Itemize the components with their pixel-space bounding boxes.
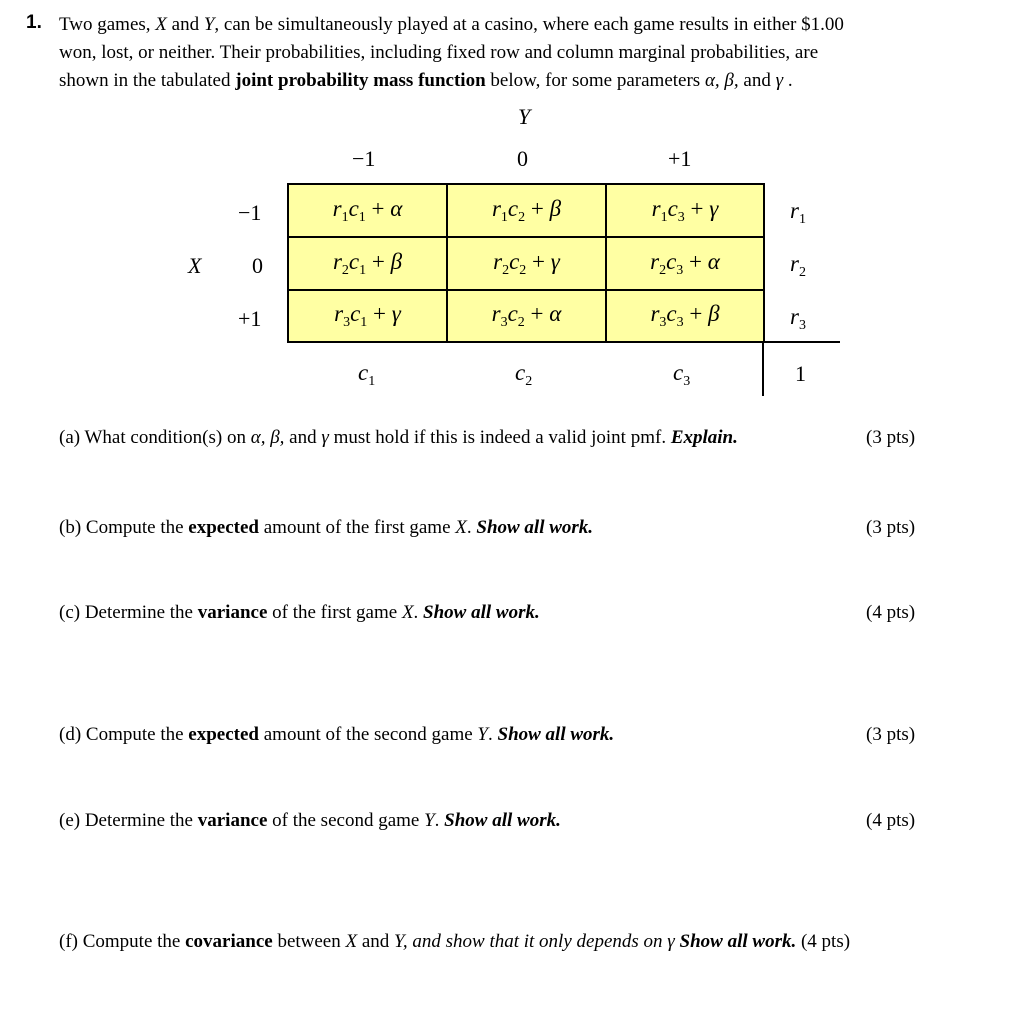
marginal-vertical-line: [762, 341, 764, 396]
part-f-points: (4 pts): [796, 931, 851, 952]
pmf-cell-r1c1: [287, 183, 448, 238]
part-d-points: (3 pts): [866, 724, 916, 745]
row-marginal-2: $r_2$: [790, 251, 806, 280]
pmf-cell-expression: $r_2c_2 + \gamma$: [493, 248, 560, 278]
pmf-cell-r2c3: [605, 236, 765, 291]
pmf-cell-r3c1: [287, 289, 448, 343]
x-axis-label: X: [188, 253, 202, 278]
part-d: (d) Compute the expected amount of the second game Y. Show all work.: [59, 724, 615, 745]
intro-line-1: Two games, X and Y, can be simultaneously played at a casino, where each game results in either $1.00: [59, 14, 844, 35]
pmf-cell-expression: $r_2c_1 + \beta$: [332, 248, 403, 278]
pmf-cell-r1c3: [605, 183, 765, 238]
pmf-cell-expression: $r_1c_1 + \alpha$: [332, 195, 403, 225]
pmf-cell-expression: $r_3c_3 + \beta$: [650, 301, 720, 330]
pmf-cell-expression: $r_1c_2 + \beta$: [491, 195, 562, 225]
col-header-pos1: +1: [668, 146, 692, 171]
pmf-cell-expression: $r_3c_1 + \gamma$: [334, 301, 401, 330]
pmf-cell-r1c2: [446, 183, 607, 238]
part-a: (a) What condition(s) on α, β, and γ must hold if this is indeed a valid joint pmf. Explain.: [59, 427, 738, 448]
pmf-cell-r3c3: [605, 289, 765, 343]
pmf-cell-expression: $r_1c_3 + \gamma$: [651, 195, 719, 225]
col-header-0: 0: [517, 146, 528, 171]
col-marginal-1: $c_1$: [358, 360, 376, 389]
pmf-cell-r2c2: [446, 236, 607, 291]
intro-line-2: won, lost, or neither. Their probabilities, including fixed row and column marginal probabilities, are: [59, 42, 819, 63]
intro-line-3: shown in the tabulated joint probability mass function below, for some parameters α, β, and γ .: [59, 70, 793, 91]
pmf-cell-expression: $r_2c_3 + \alpha$: [650, 248, 720, 278]
col-marginal-3: $c_3$: [673, 360, 691, 389]
part-b: (b) Compute the expected amount of the first game X. Show all work.: [59, 517, 594, 538]
question-number: 1.: [26, 12, 42, 33]
row-header-pos1: +1: [238, 306, 262, 331]
joint-pmf-grid: [287, 183, 765, 343]
row-header-0: 0: [252, 253, 263, 278]
row-marginal-3: $r_3$: [790, 304, 806, 333]
col-marginal-2: $c_2$: [515, 360, 533, 389]
question-intro: [59, 11, 979, 95]
part-e-points: (4 pts): [866, 810, 916, 831]
y-axis-label: Y: [518, 104, 531, 129]
part-f: (f) Compute the covariance between X and Y, and show that it only depends on γ Show all work. (4 pts): [59, 931, 851, 952]
col-header-neg1: −1: [352, 146, 376, 171]
marginal-horizontal-line: [287, 341, 840, 343]
part-c: (c) Determine the variance of the first game X. Show all work.: [59, 602, 540, 623]
part-c-points: (4 pts): [866, 602, 916, 623]
row-marginal-1: $r_1$: [790, 198, 806, 227]
row-header-neg1: −1: [238, 200, 262, 225]
part-e: (e) Determine the variance of the second game Y. Show all work.: [59, 810, 561, 831]
pmf-cell-r3c2: [446, 289, 607, 343]
pmf-cell-r2c1: [287, 236, 448, 291]
total-probability: 1: [795, 361, 806, 386]
part-b-points: (3 pts): [866, 517, 916, 538]
part-a-points: (3 pts): [866, 427, 916, 448]
pmf-cell-expression: $r_3c_2 + \alpha$: [491, 301, 562, 330]
